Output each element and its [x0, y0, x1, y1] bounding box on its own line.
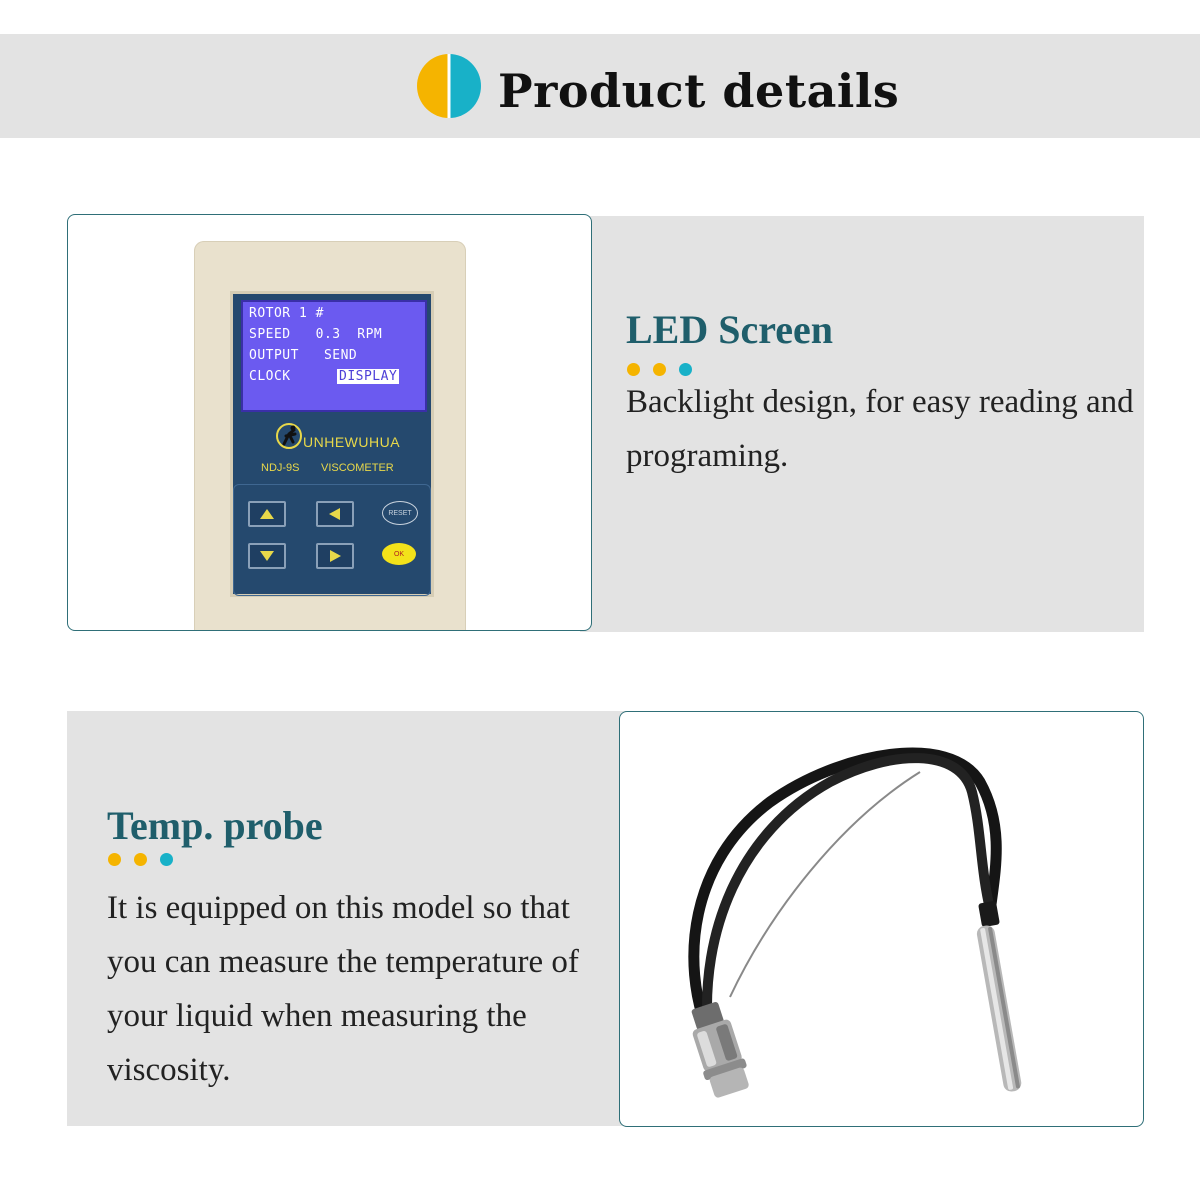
probe-cable-icon	[620, 712, 1143, 1126]
feature-description: Backlight design, for easy reading and programing.	[626, 384, 1134, 474]
half-circle-logo-icon	[415, 52, 483, 120]
lcd-line: SPEED 0.3 RPM	[249, 327, 383, 342]
feature-title: Temp. probe	[107, 803, 323, 848]
lcd-highlight: DISPLAY	[339, 369, 398, 384]
device-face	[230, 291, 434, 597]
arrow-left-icon	[328, 507, 342, 521]
lcd-line: OUTPUT SEND	[249, 348, 358, 363]
decorative-dots-icon	[108, 853, 178, 867]
ok-key: OK	[382, 543, 416, 565]
lcd-screen	[241, 300, 427, 412]
arrow-right-icon	[328, 549, 342, 563]
viscometer-device-image	[67, 214, 592, 631]
feature-description: It is equipped on this model so that you can measure the temperature of your liquid when measuring the viscosity.	[107, 890, 579, 1088]
brand-figure-icon	[275, 422, 303, 450]
device-brand: UNHEWUHUA	[303, 434, 401, 450]
reset-key: RESET	[382, 501, 418, 525]
device-model: NDJ-9S	[261, 462, 300, 474]
keypad	[233, 484, 431, 596]
right-key	[316, 543, 354, 569]
arrow-up-icon	[259, 508, 275, 520]
device-type: VISCOMETER	[321, 462, 394, 474]
page-title: Product details	[498, 64, 900, 118]
arrow-down-icon	[259, 550, 275, 562]
temperature-probe-image	[619, 711, 1144, 1127]
feature-title: LED Screen	[626, 307, 834, 352]
device-body	[194, 241, 466, 631]
lcd-line: ROTOR 1 #	[249, 306, 324, 321]
left-key	[316, 501, 354, 527]
down-key	[248, 543, 286, 569]
up-key	[248, 501, 286, 527]
lcd-line: CLOCK	[249, 369, 291, 384]
